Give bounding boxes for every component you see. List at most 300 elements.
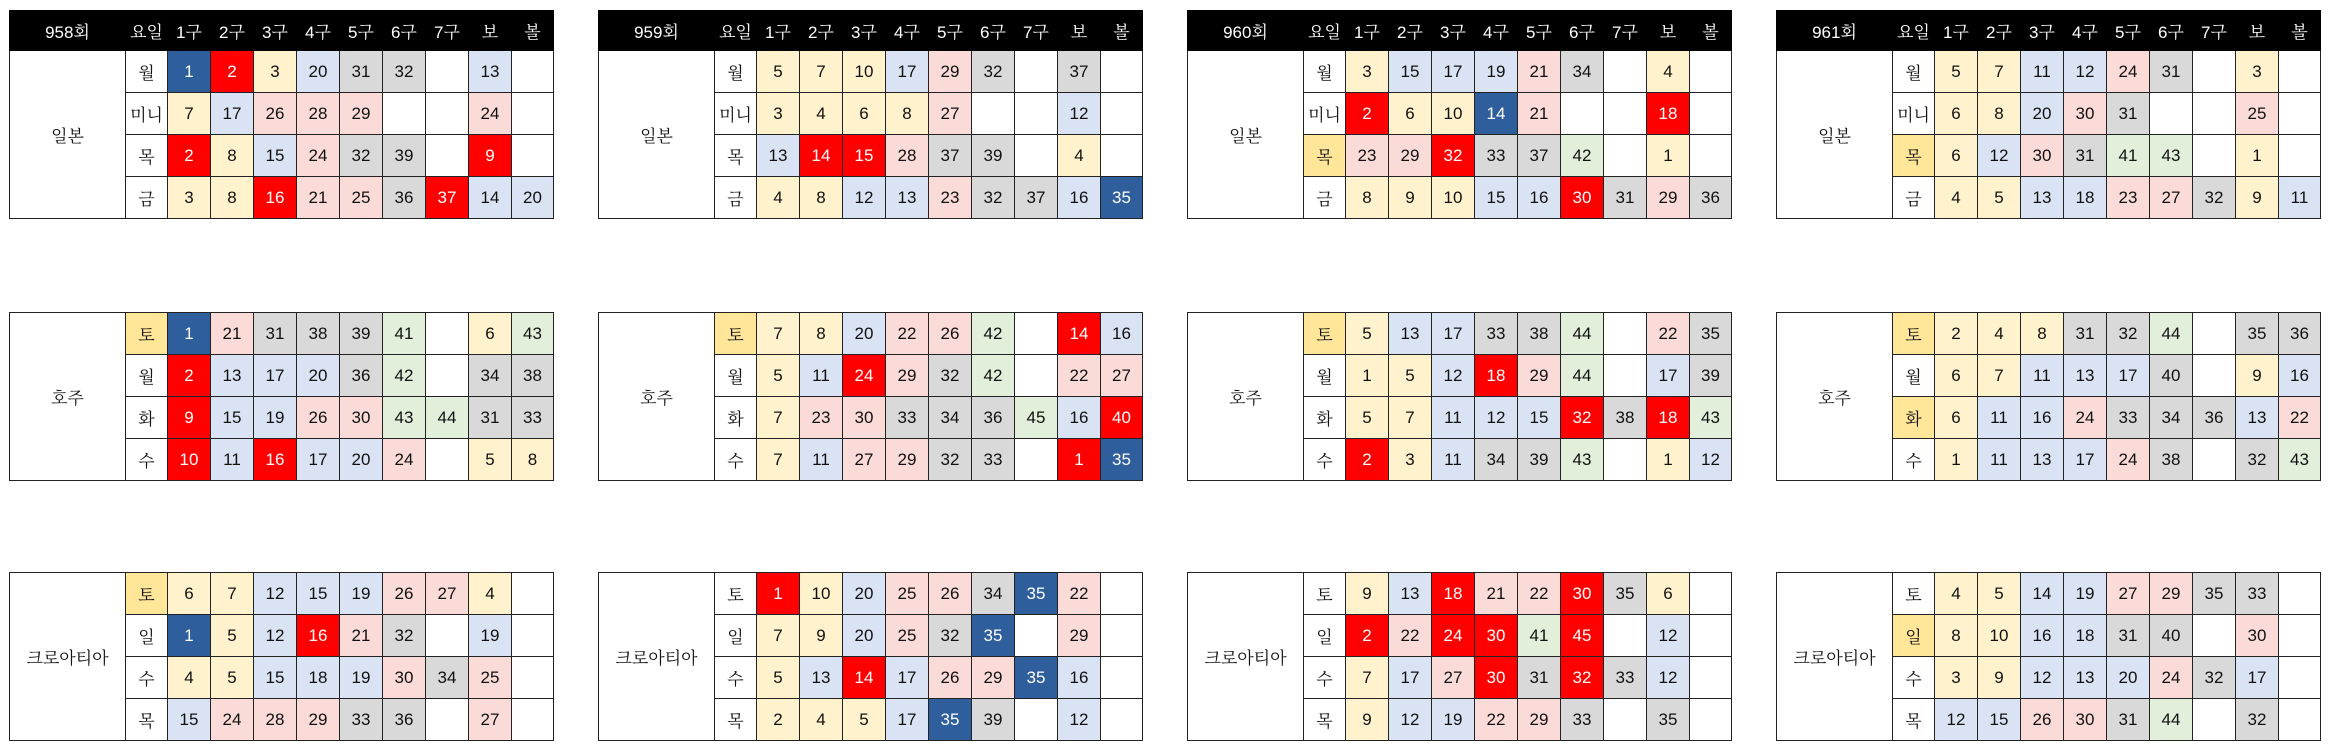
number-cell: 44	[2150, 313, 2193, 355]
ball-number-cell	[1690, 573, 1732, 615]
region-label: 일본	[10, 51, 126, 219]
number-cell	[1604, 355, 1647, 397]
number-cell: 15	[1389, 51, 1432, 93]
header-row	[1188, 11, 1732, 51]
day-label: 화	[1893, 397, 1935, 439]
number-cell: 18	[2064, 177, 2107, 219]
draw-row	[599, 313, 1143, 355]
number-cell: 5	[1389, 355, 1432, 397]
round-label: 961회	[1777, 11, 1893, 51]
number-cell: 21	[340, 615, 383, 657]
number-cell	[1015, 439, 1058, 481]
number-cell: 17	[1389, 657, 1432, 699]
results-table	[598, 572, 1143, 741]
header-label: 4구	[2064, 11, 2107, 51]
day-label: 월	[126, 355, 168, 397]
number-cell: 7	[757, 397, 800, 439]
number-cell: 3	[254, 51, 297, 93]
ball-number-cell	[2279, 573, 2321, 615]
bonus-number-cell: 30	[2236, 615, 2279, 657]
number-cell: 26	[254, 93, 297, 135]
number-cell: 35	[1604, 573, 1647, 615]
number-cell: 21	[1475, 573, 1518, 615]
number-cell: 22	[1389, 615, 1432, 657]
number-cell: 31	[2064, 135, 2107, 177]
draw-row	[599, 573, 1143, 615]
header-label: 보	[1647, 11, 1690, 51]
day-label: 미니	[715, 93, 757, 135]
number-cell: 34	[2150, 397, 2193, 439]
number-cell: 3	[1935, 657, 1978, 699]
number-cell: 16	[254, 439, 297, 481]
region-label: 호주	[599, 313, 715, 481]
number-cell: 26	[929, 573, 972, 615]
results-table	[1187, 10, 1732, 219]
number-cell: 8	[800, 313, 843, 355]
header-label: 4구	[297, 11, 340, 51]
number-cell: 11	[2021, 355, 2064, 397]
ball-number-cell: 20	[512, 177, 554, 219]
number-cell: 16	[2021, 397, 2064, 439]
number-cell: 12	[1475, 397, 1518, 439]
day-label: 일	[126, 615, 168, 657]
ball-number-cell: 40	[1101, 397, 1143, 439]
header-label: 7구	[1015, 11, 1058, 51]
number-cell: 11	[800, 439, 843, 481]
bonus-number-cell: 25	[2236, 93, 2279, 135]
number-cell	[2193, 93, 2236, 135]
number-cell: 5	[1935, 51, 1978, 93]
bonus-number-cell: 1	[2236, 135, 2279, 177]
number-cell: 42	[972, 313, 1015, 355]
header-label: 볼	[1690, 11, 1732, 51]
number-cell: 8	[1346, 177, 1389, 219]
number-cell: 7	[1978, 355, 2021, 397]
number-cell: 13	[800, 657, 843, 699]
results-table	[598, 312, 1143, 481]
number-cell: 32	[929, 439, 972, 481]
results-table	[1776, 312, 2321, 481]
draw-row	[10, 313, 554, 355]
results-table	[9, 572, 554, 741]
number-cell	[2193, 135, 2236, 177]
number-cell: 13	[1389, 313, 1432, 355]
day-label: 금	[1893, 177, 1935, 219]
round-label: 959회	[599, 11, 715, 51]
bonus-number-cell: 35	[2236, 313, 2279, 355]
header-label: 요일	[126, 11, 168, 51]
number-cell: 28	[886, 135, 929, 177]
number-cell: 5	[843, 699, 886, 741]
number-cell: 20	[297, 355, 340, 397]
number-cell: 17	[254, 355, 297, 397]
number-cell: 20	[297, 51, 340, 93]
number-cell: 6	[168, 573, 211, 615]
number-cell: 35	[972, 615, 1015, 657]
number-cell: 44	[426, 397, 469, 439]
number-cell: 37	[1015, 177, 1058, 219]
number-cell	[2150, 93, 2193, 135]
number-cell: 42	[972, 355, 1015, 397]
number-cell: 36	[383, 177, 426, 219]
number-cell: 19	[1432, 699, 1475, 741]
number-cell: 14	[1475, 93, 1518, 135]
number-cell: 15	[168, 699, 211, 741]
day-label: 화	[126, 397, 168, 439]
day-label: 미니	[126, 93, 168, 135]
header-label: 요일	[1893, 11, 1935, 51]
number-cell: 24	[211, 699, 254, 741]
number-cell: 37	[426, 177, 469, 219]
number-cell: 13	[211, 355, 254, 397]
number-cell: 5	[757, 51, 800, 93]
day-label: 목	[126, 135, 168, 177]
number-cell: 11	[1432, 397, 1475, 439]
number-cell: 24	[1432, 615, 1475, 657]
ball-number-cell	[1101, 573, 1143, 615]
number-cell	[1604, 135, 1647, 177]
number-cell: 38	[2150, 439, 2193, 481]
number-cell	[2193, 439, 2236, 481]
number-cell: 45	[1015, 397, 1058, 439]
ball-number-cell: 8	[512, 439, 554, 481]
header-label: 1구	[1346, 11, 1389, 51]
number-cell: 16	[2021, 615, 2064, 657]
number-cell: 3	[1389, 439, 1432, 481]
number-cell: 10	[843, 51, 886, 93]
day-label: 수	[1304, 657, 1346, 699]
number-cell: 31	[2107, 699, 2150, 741]
day-label: 월	[715, 355, 757, 397]
bonus-number-cell: 6	[1647, 573, 1690, 615]
number-cell	[426, 313, 469, 355]
number-cell: 19	[340, 657, 383, 699]
number-cell: 34	[972, 573, 1015, 615]
draw-row	[10, 51, 554, 93]
number-cell: 32	[383, 615, 426, 657]
ball-number-cell	[2279, 699, 2321, 741]
bonus-number-cell: 17	[2236, 657, 2279, 699]
ball-number-cell	[512, 573, 554, 615]
number-cell: 32	[972, 51, 1015, 93]
number-cell: 25	[340, 177, 383, 219]
number-cell: 31	[2150, 51, 2193, 93]
bonus-number-cell: 9	[2236, 355, 2279, 397]
bonus-number-cell: 12	[1647, 657, 1690, 699]
ball-number-cell: 16	[1101, 313, 1143, 355]
number-cell: 27	[2107, 573, 2150, 615]
bonus-number-cell: 4	[1647, 51, 1690, 93]
number-cell: 10	[1432, 177, 1475, 219]
header-label: 3구	[1432, 11, 1475, 51]
results-table	[9, 10, 554, 219]
number-cell: 33	[886, 397, 929, 439]
number-cell: 32	[383, 51, 426, 93]
number-cell: 15	[1978, 699, 2021, 741]
number-cell: 13	[2064, 355, 2107, 397]
number-cell: 6	[1935, 355, 1978, 397]
number-cell	[426, 355, 469, 397]
number-cell: 5	[757, 657, 800, 699]
number-cell: 36	[972, 397, 1015, 439]
number-cell	[426, 439, 469, 481]
day-label: 금	[126, 177, 168, 219]
header-label: 4구	[886, 11, 929, 51]
header-label: 6구	[1561, 11, 1604, 51]
number-cell: 27	[2150, 177, 2193, 219]
number-cell: 12	[2064, 51, 2107, 93]
number-cell: 44	[2150, 699, 2193, 741]
number-cell: 38	[297, 313, 340, 355]
number-cell: 22	[1518, 573, 1561, 615]
number-cell: 32	[972, 177, 1015, 219]
bonus-number-cell: 5	[469, 439, 512, 481]
results-table	[9, 312, 554, 481]
number-cell: 32	[929, 355, 972, 397]
number-cell: 14	[800, 135, 843, 177]
ball-number-cell	[2279, 135, 2321, 177]
number-cell: 4	[168, 657, 211, 699]
number-cell: 31	[2107, 93, 2150, 135]
number-cell: 35	[1015, 573, 1058, 615]
number-cell: 29	[972, 657, 1015, 699]
number-cell: 18	[1432, 573, 1475, 615]
number-cell: 43	[2150, 135, 2193, 177]
number-cell: 15	[297, 573, 340, 615]
number-cell: 23	[2107, 177, 2150, 219]
number-cell: 21	[1518, 51, 1561, 93]
header-label: 7구	[426, 11, 469, 51]
number-cell: 1	[1935, 439, 1978, 481]
number-cell: 17	[1432, 313, 1475, 355]
region-label: 호주	[1777, 313, 1893, 481]
number-cell: 30	[2064, 699, 2107, 741]
number-cell: 4	[800, 699, 843, 741]
header-row	[10, 11, 554, 51]
results-table	[1776, 572, 2321, 741]
bonus-number-cell: 4	[1058, 135, 1101, 177]
number-cell: 39	[972, 135, 1015, 177]
ball-number-cell: 22	[2279, 397, 2321, 439]
ball-number-cell: 43	[512, 313, 554, 355]
number-cell: 31	[2107, 615, 2150, 657]
number-cell	[383, 93, 426, 135]
ball-number-cell: 12	[1690, 439, 1732, 481]
round-label: 958회	[10, 11, 126, 51]
number-cell: 32	[2193, 657, 2236, 699]
day-label: 일	[1304, 615, 1346, 657]
bonus-number-cell: 9	[469, 135, 512, 177]
number-cell: 34	[1561, 51, 1604, 93]
day-label: 토	[1304, 573, 1346, 615]
number-cell: 12	[254, 573, 297, 615]
number-cell: 33	[1561, 699, 1604, 741]
header-row	[599, 11, 1143, 51]
number-cell: 2	[211, 51, 254, 93]
number-cell: 2	[1346, 93, 1389, 135]
day-label: 일	[1893, 615, 1935, 657]
draw-row	[1777, 313, 2321, 355]
number-cell: 9	[1389, 177, 1432, 219]
number-cell: 34	[426, 657, 469, 699]
number-cell: 27	[929, 93, 972, 135]
number-cell: 29	[1518, 355, 1561, 397]
number-cell: 2	[1935, 313, 1978, 355]
number-cell: 35	[1015, 657, 1058, 699]
draw-row	[1188, 51, 1732, 93]
number-cell: 41	[2107, 135, 2150, 177]
number-cell: 13	[2021, 177, 2064, 219]
draw-row	[1188, 313, 1732, 355]
number-cell: 2	[168, 135, 211, 177]
number-cell: 20	[2021, 93, 2064, 135]
number-cell: 9	[168, 397, 211, 439]
number-cell: 12	[1935, 699, 1978, 741]
number-cell: 4	[757, 177, 800, 219]
number-cell: 15	[1475, 177, 1518, 219]
number-cell: 9	[1978, 657, 2021, 699]
number-cell: 8	[211, 135, 254, 177]
ball-number-cell	[512, 135, 554, 177]
bonus-number-cell: 22	[1647, 313, 1690, 355]
number-cell: 15	[843, 135, 886, 177]
bonus-number-cell: 3	[2236, 51, 2279, 93]
number-cell: 27	[426, 573, 469, 615]
number-cell: 17	[886, 657, 929, 699]
bonus-number-cell: 19	[469, 615, 512, 657]
number-cell: 9	[1346, 573, 1389, 615]
number-cell: 9	[1346, 699, 1389, 741]
number-cell: 8	[211, 177, 254, 219]
day-label: 월	[1304, 355, 1346, 397]
region-label: 크로아티아	[1777, 573, 1893, 741]
number-cell: 1	[168, 51, 211, 93]
bonus-number-cell: 6	[469, 313, 512, 355]
round-label: 960회	[1188, 11, 1304, 51]
number-cell: 21	[297, 177, 340, 219]
number-cell: 44	[1561, 355, 1604, 397]
number-cell	[426, 615, 469, 657]
number-cell: 32	[929, 615, 972, 657]
number-cell: 21	[1518, 93, 1561, 135]
bonus-number-cell: 14	[1058, 313, 1101, 355]
header-label: 3구	[2021, 11, 2064, 51]
ball-number-cell: 35	[1101, 439, 1143, 481]
header-label: 6구	[383, 11, 426, 51]
bonus-number-cell: 9	[2236, 177, 2279, 219]
day-label: 토	[715, 573, 757, 615]
header-row	[1777, 11, 2321, 51]
number-cell: 30	[340, 397, 383, 439]
number-cell: 29	[1389, 135, 1432, 177]
ball-number-cell	[512, 615, 554, 657]
number-cell: 34	[1475, 439, 1518, 481]
day-label: 수	[1893, 439, 1935, 481]
ball-number-cell	[1101, 51, 1143, 93]
day-label: 목	[1304, 135, 1346, 177]
number-cell: 17	[886, 51, 929, 93]
ball-number-cell	[2279, 51, 2321, 93]
ball-number-cell: 43	[1690, 397, 1732, 439]
number-cell	[2193, 355, 2236, 397]
number-cell: 12	[254, 615, 297, 657]
number-cell: 1	[757, 573, 800, 615]
number-cell: 36	[2193, 397, 2236, 439]
header-label: 2구	[211, 11, 254, 51]
number-cell: 39	[383, 135, 426, 177]
number-cell: 33	[1475, 313, 1518, 355]
number-cell: 18	[1475, 355, 1518, 397]
number-cell: 10	[800, 573, 843, 615]
number-cell: 6	[1935, 93, 1978, 135]
header-label: 보	[2236, 11, 2279, 51]
number-cell	[1015, 699, 1058, 741]
number-cell: 27	[1432, 657, 1475, 699]
bonus-number-cell: 18	[1647, 397, 1690, 439]
header-label: 요일	[1304, 11, 1346, 51]
number-cell: 13	[1389, 573, 1432, 615]
bonus-number-cell: 1	[1647, 439, 1690, 481]
header-label: 2구	[800, 11, 843, 51]
number-cell: 30	[2064, 93, 2107, 135]
number-cell: 7	[1978, 51, 2021, 93]
number-cell: 3	[757, 93, 800, 135]
number-cell: 17	[297, 439, 340, 481]
number-cell: 11	[211, 439, 254, 481]
draw-row	[599, 51, 1143, 93]
number-cell: 11	[1978, 397, 2021, 439]
number-cell: 15	[254, 657, 297, 699]
number-cell: 41	[383, 313, 426, 355]
number-cell: 42	[383, 355, 426, 397]
number-cell: 2	[168, 355, 211, 397]
number-cell: 33	[1475, 135, 1518, 177]
number-cell: 4	[800, 93, 843, 135]
ball-number-cell	[2279, 657, 2321, 699]
number-cell: 45	[1561, 615, 1604, 657]
number-cell: 34	[929, 397, 972, 439]
number-cell: 32	[1432, 135, 1475, 177]
bonus-number-cell: 13	[469, 51, 512, 93]
number-cell: 42	[1561, 135, 1604, 177]
number-cell: 1	[168, 615, 211, 657]
bonus-number-cell: 32	[2236, 699, 2279, 741]
number-cell: 32	[1561, 397, 1604, 439]
header-label: 5구	[1518, 11, 1561, 51]
day-label: 목	[1893, 699, 1935, 741]
number-cell: 32	[1561, 657, 1604, 699]
day-label: 화	[1304, 397, 1346, 439]
number-cell: 12	[2021, 657, 2064, 699]
number-cell: 43	[383, 397, 426, 439]
ball-number-cell	[1101, 615, 1143, 657]
number-cell: 30	[1475, 615, 1518, 657]
number-cell: 2	[1346, 439, 1389, 481]
ball-number-cell	[1101, 93, 1143, 135]
day-label: 월	[1304, 51, 1346, 93]
number-cell	[1604, 615, 1647, 657]
number-cell: 14	[2021, 573, 2064, 615]
number-cell	[2193, 615, 2236, 657]
number-cell: 18	[297, 657, 340, 699]
number-cell: 28	[254, 699, 297, 741]
bonus-number-cell: 17	[1647, 355, 1690, 397]
bonus-number-cell: 12	[1058, 93, 1101, 135]
day-label: 일	[715, 615, 757, 657]
number-cell: 29	[886, 439, 929, 481]
number-cell	[1015, 313, 1058, 355]
number-cell: 33	[340, 699, 383, 741]
